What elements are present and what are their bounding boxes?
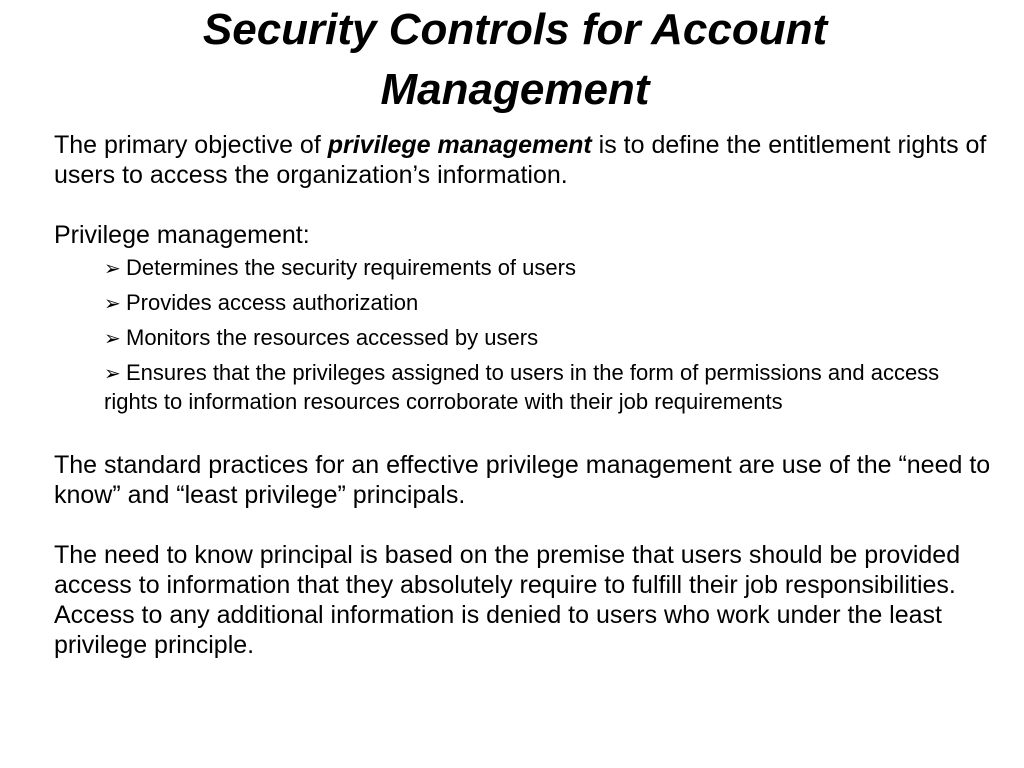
list-item (104, 254, 994, 283)
slide-title (90, 0, 940, 120)
intro-text-after: is to define the entitlement rights of users to access the organization’s information. (54, 131, 987, 189)
list-heading: Privilege management: (54, 221, 310, 249)
list-item-text: Provides access authorization (126, 290, 419, 315)
list-item-text: Monitors the resources accessed by users (126, 325, 539, 350)
privilege-management-list (104, 254, 994, 416)
intro-text-before: The primary objective of (54, 131, 328, 159)
slide-title-line-2: Management (380, 65, 650, 114)
slide-title-line-1: Security Controls for Account (202, 5, 828, 54)
need-to-know-paragraph: The need to know principal is based on the premise that users should be provided access to information that they absolutely require to fulfill their job responsibilities. Access to any additional information is denied to users who work under the least privilege principle. (54, 541, 961, 659)
intro-paragraph (54, 130, 994, 190)
arrow-bullet-icon: ➢ (104, 258, 121, 280)
list-item-text: Ensures that the privileges assigned to users in the form of permissions and access rights to information resources corroborate with their job requirements (104, 360, 940, 414)
list-item (104, 324, 994, 353)
slide-body (54, 130, 994, 660)
arrow-bullet-icon: ➢ (104, 363, 121, 385)
list-item (104, 359, 994, 416)
list-item-text: Determines the security requirements of users (126, 255, 576, 280)
list-item (104, 289, 994, 318)
arrow-bullet-icon: ➢ (104, 328, 121, 350)
standard-practices-paragraph: The standard practices for an effective privilege management are use of the “need to know” and “least privilege” principals. (54, 451, 991, 509)
arrow-bullet-icon: ➢ (104, 293, 121, 315)
intro-emphasis: privilege management (327, 131, 592, 159)
